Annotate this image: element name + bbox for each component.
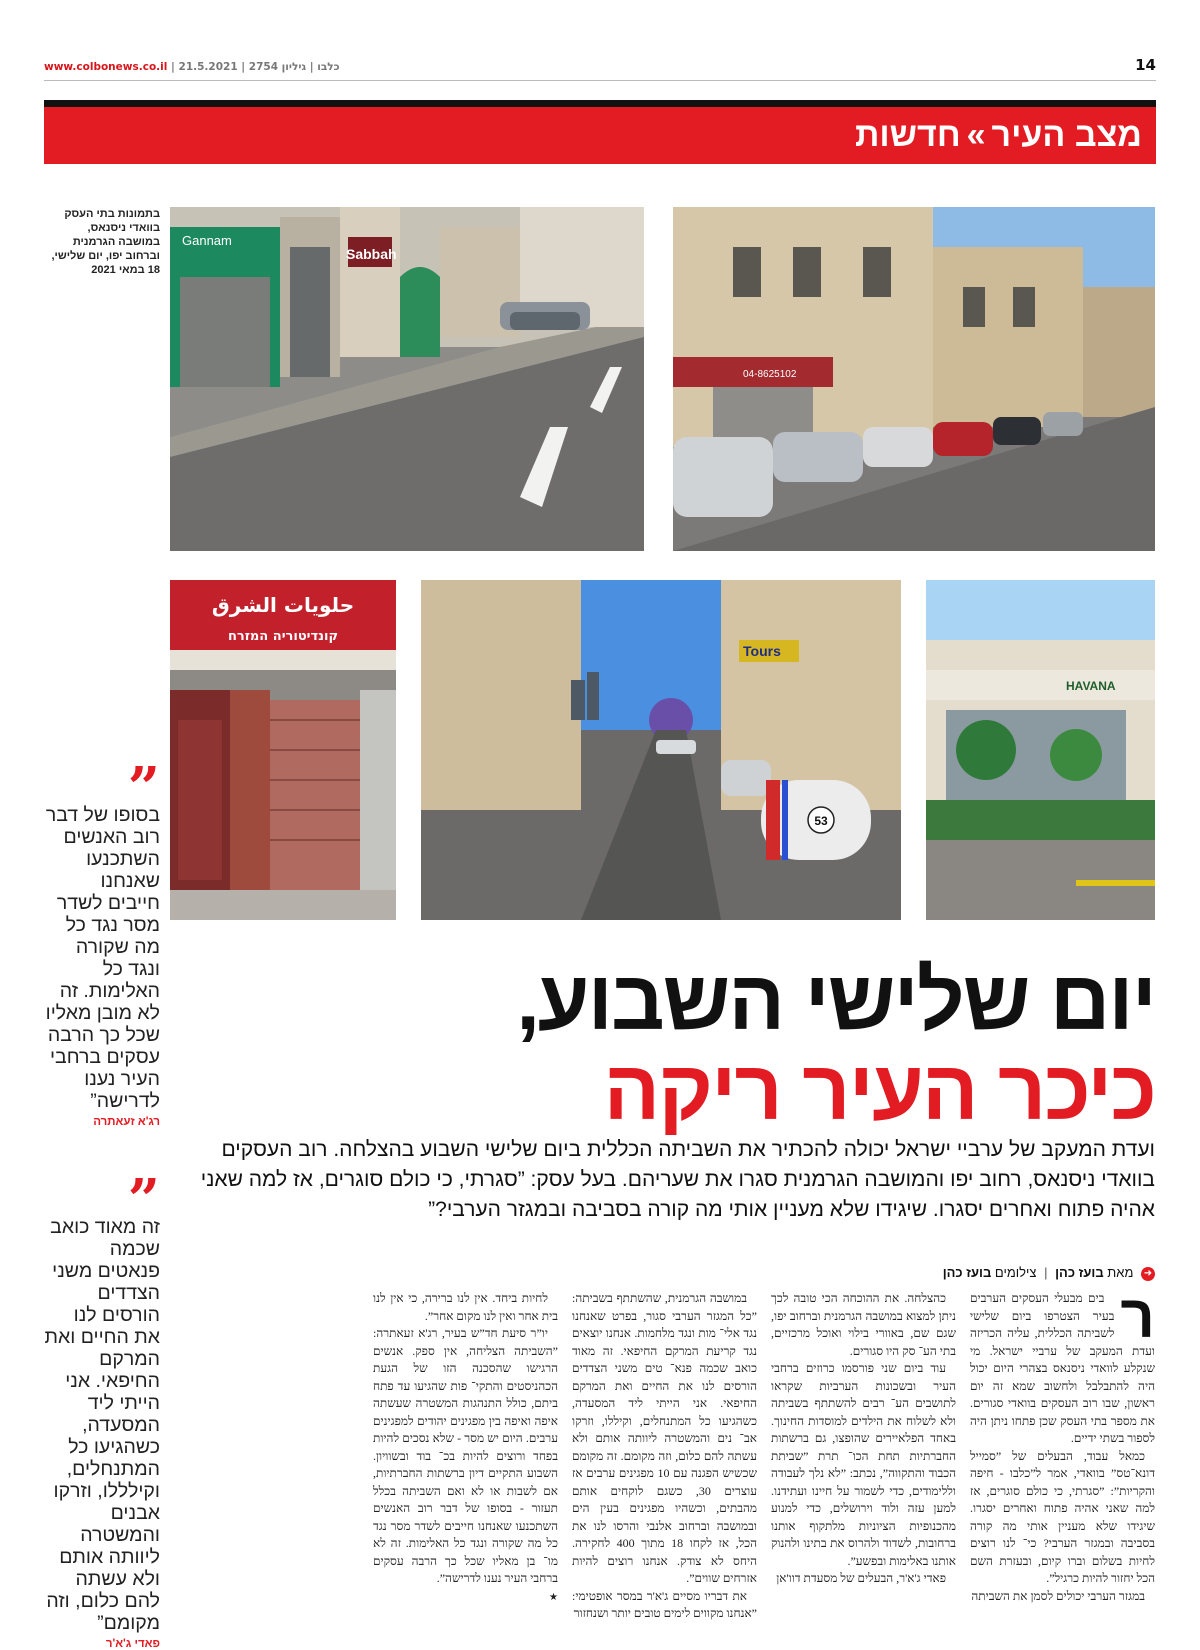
byline-photographer: בועז כהן <box>942 1265 992 1280</box>
paragraph: כהצלחה. את ההוכחה הכי טובה לכך ניתן למצוא במושבה הגרמנית וברחוב יפו, שגם שם, באוורי בילוי ואוכל מרכזיים, בתי הע־ סק היו סגורים. <box>771 1291 956 1358</box>
shop-sign-arabic: حلويات الشرق <box>211 593 355 617</box>
chevron-icon: » <box>966 116 986 154</box>
shop-sign-phone: 04-8625102 <box>743 369 797 380</box>
quote-text: בסופו של דבר רוב האנשים השתכנעו שאנחנו חייבים לשדר מסר נגד כל מה שקורה ונגד כל האלימות. זה לא מובן מאליו שכל כך הרבה עסקים ברחבי העיר נענו לדרישה” <box>45 804 160 1112</box>
quote-text: זה מאוד כואב שכמה פנאטים משני הצדדים הורסים לנו את החיים ואת המרקם החיפאי. אני הייתי ליד המסעדה, כשהגיעו כל המתנחלים, וקילללו, וזרקו אבנים והמשטרה ליוותה אותם ולא עשתה להם כלום, וזה מקומם” <box>44 1216 160 1634</box>
byline-author: בועז כהן <box>1055 1265 1104 1280</box>
byline-from-label: מאת <box>1107 1265 1134 1280</box>
byline-separator: | <box>1044 1265 1048 1280</box>
quote-mark-icon: ” <box>127 755 160 821</box>
paragraph: לחיות ביחד. אין לנו ברירה, כי אין לנו בית אחר ואין לנו מקום אחר”. <box>373 1291 558 1323</box>
shop-sign-hebrew: קונדיטוריה המזרח <box>227 629 339 644</box>
paragraph: יו”ר סיעת חד”ש בעיר, רג'א זעאתרה: ”השביתה הצליחה, אין ספק. אנשים הרגישו שהסכנה הזו של הגעת הכהניסטים והתקי־ פות שהגיעו עד פתח ביתם, כולל התנהגות המשטרה שעשתה איפה ואיפה בין מפגינים יהודים למפגינים ערבים. היום יש מסר - שלא נסכים להיות בפחד ורוצים להיות בכ־ בוד ובשוויון. השבוע התקיים דיון ברשתות החברתיות, אם לשבות או לא ואם השביתה בכלל תעזור - בסופו של דבר רוב האנשים השתכנעו שאנחנו חייבים לשדר מסר נגד כל מה שקורה ונגד כל האלימות. זה לא מו־ בן מאליו שכל כך הרבה עסקים ברחבי העיר נענו לדרישה”. <box>373 1326 558 1585</box>
photo-caption: בתמונות בתי העסק בוואדי ניסנאס, במושבה הגרמנית וברחוב יפו, יום שלישי, 18 במאי 2021 <box>51 208 160 276</box>
paragraph: במגזר הערבי יכולים לסמן את השביתה <box>971 1588 1145 1603</box>
shop-sign-tours: Tours <box>743 643 781 659</box>
paragraph: במושבה הגרמנית, שהשתתף בשביתה: ”כל המגזר הערבי סגור, בפרט שאנחנו נגד אלי־ מות ונגד מלחמות. אנחנו יוצאים נגד קריעת המרקם החיפאי. זה מאוד כואב שכמה פנא־ טים משני הצדדים הורסים לנו את החיים ואת המרקם החיפאי. אני הייתי ליד המסעדה, כשהגיעו כל המתנחלים, וקיללו, וזרקו אב־ נים והמשטרה ליוותה אותם ולא עשתה להם כלום, וזה מקומם. זה מקומם שכשיש הפגנה עם 10 מפגינים ערבים אז עוצרים 30, כשגם לוקחים אותם מהבתים, וכשהיו מפגינים בעין הים ובמושבה וברחוב אלנבי והרסו לנו את הכל, אז לקחו 18 מתוך 400 לחקירה. היחס לא צודק. אנחנו רוצים להיות אזרחים שווים”. <box>572 1291 757 1585</box>
article-column <box>771 1290 956 1608</box>
paragraph: את דבריו מסיים ג'א'ר במסר אופטימי: ”אנחנו מקווים לימים טובים יותר ושנחזור <box>572 1588 757 1620</box>
headline-line-2: כיכר העיר ריקה <box>603 1043 1155 1137</box>
paragraph: בים מבעלי העסקים הערבים בעיר הצטרפו ביום שלישי לשביתה הכללית, עליה הכריזה ועדת המעקב של ערביי ישראל. מי שנקלע לוואדי ניסנאס בצהרי היום יכול היה להתבלבל ולחשוב שמא זה יום ראשון, שבו רוב העסקים בוואדי סגורים. את מספר בתי העסק שכן פתחו ניתן היה לספור בשתי ידיים. <box>970 1291 1155 1445</box>
paragraph: עוד ביום שני פורסמו כרוזים ברחבי העיר ובשכונות הערביות שקראו לתושבים הע־ רבים להשתתף בשביתה ולא לשלוח את הילדים למוסדות החינוך. באחד הפלאיירים שהופצו, גם ברשתות החברתיות תחת הכו־ תרת ”שביתת הכבוד והתקווה”, נכתב: ”לא נלך לעבודה וללימודים, כדי לשמור על חיינו ועתידנו. למען עזה ולוד וירושלים, כדי למנוע מהכנופיות הציוניות מלתקוף אותנו ברחובות, לשדוד ולהרוס את בתינו ולהנוק אותנו באלימות ובפשע”. <box>771 1361 956 1568</box>
quote-credit: רג'א זעאתרה <box>93 1116 160 1128</box>
quote-credit: פאדי ג'א'ר <box>105 1638 160 1650</box>
issue-meta: | כלבו | גיליון 2754 | 21.5.2021 <box>171 61 340 73</box>
pull-quote <box>44 1167 160 1650</box>
page-number: 14 <box>1135 56 1156 74</box>
quote-mark-icon: ” <box>127 1167 160 1233</box>
article-column <box>572 1290 757 1620</box>
photo-jaffa-street <box>421 580 901 920</box>
section-banner <box>44 100 1156 164</box>
pull-quote <box>44 755 160 1128</box>
byline <box>175 1265 1155 1281</box>
subheadline: ועדת המעקב של ערביי ישראל יכולה להכתיר את השביתה הכללית ביום שלישי השבוע בהצלחה. רוב העסקים בוואדי ניסנאס, רחוב יפו והמושבה הגרמנית סגרו את שעריהם. בעל עסק: ”סגרתי, כי כולם סוגרים, אז למה שאני אהיה פתוח ואחרים יסגרו. שיגידו שלא מעניין אותי מה קורה בסביבה ובמגזר הערבי?” <box>200 1138 1155 1221</box>
end-mark-icon: ★ <box>549 1591 558 1603</box>
folio-divider <box>44 80 1156 81</box>
folio-info <box>44 61 340 73</box>
photo-havana-cafe <box>926 580 1155 920</box>
section-name: מצב העיר <box>991 116 1142 154</box>
photo-german-colony <box>673 207 1155 551</box>
drop-cap: ר <box>1120 1283 1155 1350</box>
shop-sign-gannam: Gannam <box>182 233 232 248</box>
headline-line-1: יום שלישי השבוע, <box>516 953 1155 1047</box>
paragraph: פאדי ג'א'ר, הבעלים של מסעדת דוו'אן <box>776 1571 946 1585</box>
folio <box>44 58 1156 78</box>
photo-sweets-shop <box>170 580 396 920</box>
article-column <box>970 1283 1155 1608</box>
headline <box>175 955 1155 1135</box>
shop-sign-havana: HAVANA <box>1066 679 1116 693</box>
paragraph: כמאל עבוד, הבעלים של ”סמייל דונא־טס” בוואדי, אמר ל”כלבו - חיפה והקריות”: ”סגרתי, כי כולם סוגרים, אז למה שאני אהיה פתוח ואחרים יסגרו. שיגידו שלא מעניין אותי מה קורה בסביבה ובמגזר הערבי? כי־ לנו רוצים לחיות בשלום וברו קיום, ובעזרת השם הכל יחזור להיות כרגיל”. <box>970 1448 1155 1585</box>
arrow-icon: ➜ <box>1141 1267 1155 1281</box>
section-title <box>855 116 1142 155</box>
shop-sign-sabbah: Sabbah <box>346 246 397 262</box>
car-number: 53 <box>814 814 828 828</box>
photo-wadi-street <box>170 207 644 551</box>
byline-photo-label: צילומים <box>994 1265 1037 1280</box>
article-column <box>373 1290 558 1608</box>
section-category: חדשות <box>854 116 961 154</box>
article-body <box>175 1283 1155 1620</box>
site-url[interactable]: www.colbonews.co.il <box>44 61 168 73</box>
